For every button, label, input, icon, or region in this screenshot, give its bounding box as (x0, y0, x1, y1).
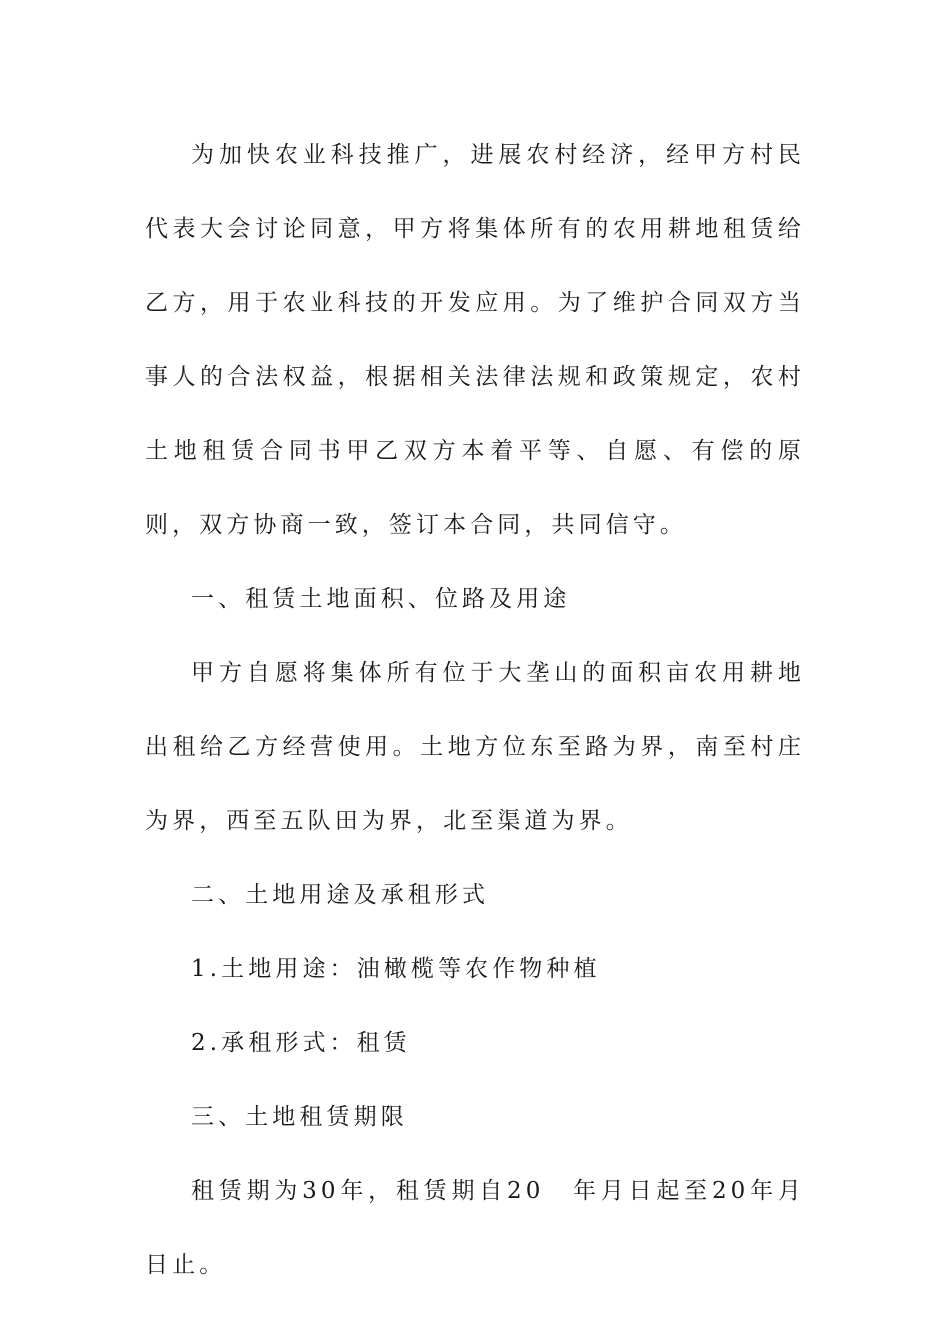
section-heading-land-area: 一、租赁土地面积、位路及用途 (191, 586, 571, 612)
land-use-item: 1.土地用途：油橄榄等农作物种植 (191, 956, 601, 982)
lease-term-paragraph: 租赁期为30年，租赁期自20 年月日起至20年月日止。 (145, 1178, 805, 1278)
section-heading-lease-term: 三、土地租赁期限 (191, 1104, 408, 1130)
land-location-paragraph: 甲方自愿将集体所有位于大垄山的面积亩农用耕地出租给乙方经营使用。土地方位东至路为界，南至村庄为界，西至五队田为界，北至渠道为界。 (145, 660, 805, 834)
preamble-paragraph: 为加快农业科技推广，进展农村经济，经甲方村民代表大会讨论同意，甲方将集体所有的农用耕地租赁给乙方，用于农业科技的开发应用。为了维护合同双方当事人的合法权益，根据相关法律法规和政策规定，农村土地租赁合同书甲乙双方本着平等、自愿、有偿的原则，双方协商一致，签订本合同，共同信守。 (145, 142, 805, 538)
document-body (145, 118, 805, 1302)
lease-form-item: 2.承租形式：租赁 (191, 1030, 411, 1056)
section-heading-land-use: 二、土地用途及承租形式 (191, 882, 490, 908)
